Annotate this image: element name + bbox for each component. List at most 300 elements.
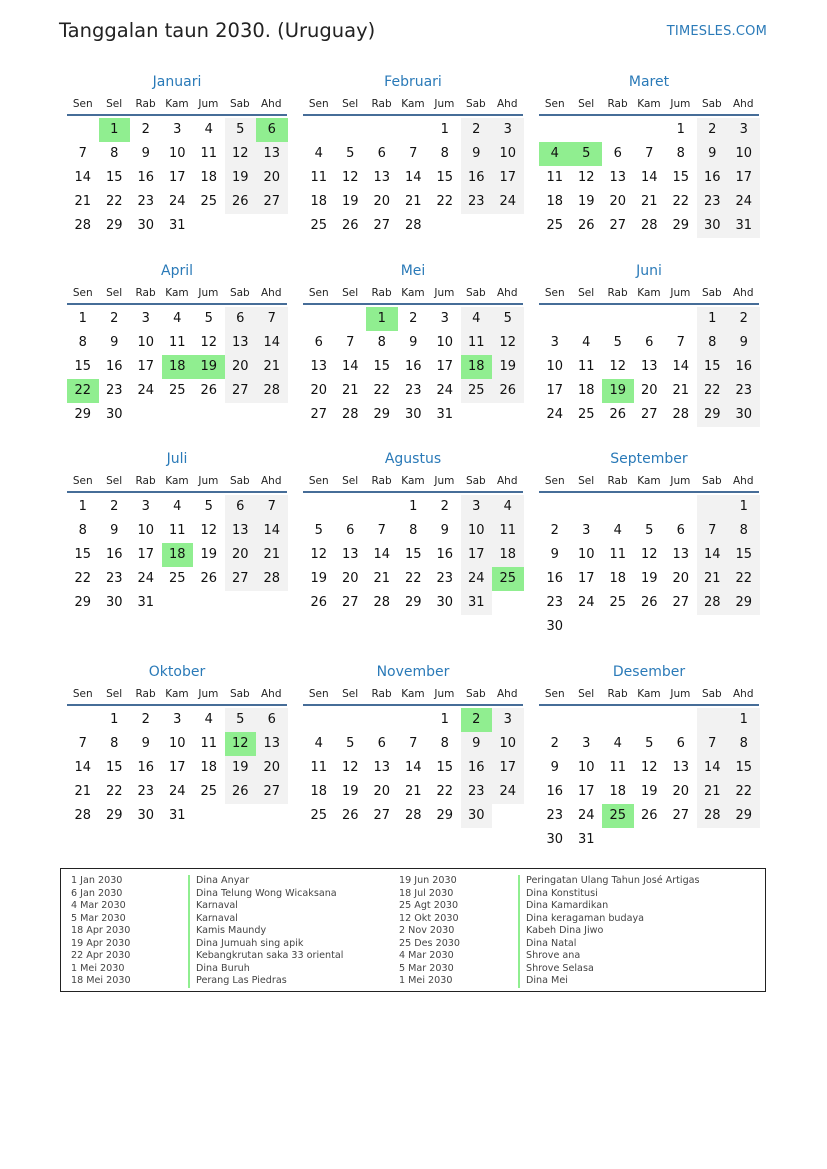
day-cell: 22 <box>728 567 760 591</box>
empty-cell <box>303 495 335 519</box>
day-cell: 23 <box>728 379 760 403</box>
legend-holiday-date: 1 Mei 2030 <box>71 962 125 974</box>
day-cell: 21 <box>404 194 422 209</box>
weekday-label: Sab <box>465 475 486 487</box>
day-cell: 27 <box>640 407 658 422</box>
day-cell: 8 <box>377 335 386 350</box>
day-cell: 15 <box>74 547 92 562</box>
day-cell: 28 <box>373 595 391 610</box>
day-cell: 30 <box>546 619 564 634</box>
day-cell: 11 <box>577 359 595 374</box>
weekday-label: Sen <box>72 98 93 110</box>
day-cell: 31 <box>461 591 493 615</box>
day-cell: 20 <box>640 383 658 398</box>
legend-holiday-date: 12 Okt 2030 <box>399 912 459 924</box>
day-cell: 23 <box>461 190 493 214</box>
day-cell: 28 <box>404 808 422 823</box>
weekday-label: Sen <box>308 688 329 700</box>
weekday-label: Sen <box>544 98 565 110</box>
weekday-label: Kam <box>637 287 661 299</box>
holiday-day-cell: 25 <box>492 567 524 591</box>
day-cell: 5 <box>645 523 654 538</box>
day-cell: 11 <box>609 760 627 775</box>
holiday-day-cell: 19 <box>193 355 225 379</box>
empty-cell <box>193 214 225 238</box>
day-cell: 5 <box>204 499 213 514</box>
day-cell: 5 <box>645 736 654 751</box>
weekday-label: Sab <box>229 688 250 700</box>
day-cell: 23 <box>546 595 564 610</box>
day-cell: 11 <box>200 736 218 751</box>
day-cell: 24 <box>492 780 524 804</box>
day-cell: 6 <box>225 495 257 519</box>
day-cell: 1 <box>676 122 685 137</box>
weekday-label: Jum <box>434 688 455 700</box>
day-cell: 20 <box>225 355 257 379</box>
day-cell: 20 <box>256 166 288 190</box>
day-cell: 24 <box>168 194 186 209</box>
day-cell: 10 <box>137 335 155 350</box>
weekday-label: Kam <box>401 98 425 110</box>
weekday-label: Rab <box>607 688 628 700</box>
day-cell: 12 <box>341 760 359 775</box>
month-juni <box>539 261 759 427</box>
day-cell: 17 <box>492 166 524 190</box>
day-cell: 13 <box>341 547 359 562</box>
empty-cell <box>366 495 398 519</box>
weekday-label: Jum <box>434 287 455 299</box>
day-cell: 4 <box>461 307 493 331</box>
day-cell: 22 <box>436 194 454 209</box>
legend-holiday-date: 4 Mar 2030 <box>71 900 126 911</box>
day-cell: 16 <box>461 756 493 780</box>
holiday-day-cell: 19 <box>602 379 634 403</box>
day-cell: 28 <box>74 218 92 233</box>
empty-cell <box>335 307 367 331</box>
day-cell: 6 <box>377 736 386 751</box>
day-cell: 8 <box>110 146 119 161</box>
day-cell: 18 <box>310 194 328 209</box>
day-cell: 16 <box>137 760 155 775</box>
weekday-label: Ahd <box>496 98 518 110</box>
empty-cell <box>492 804 524 828</box>
day-cell: 31 <box>137 595 155 610</box>
day-cell: 7 <box>377 523 386 538</box>
legend-holiday-name: Dina Kamardikan <box>518 900 700 913</box>
month-name: Januari <box>152 74 202 90</box>
day-cell: 13 <box>640 359 658 374</box>
day-cell: 12 <box>341 170 359 185</box>
day-cell: 22 <box>672 194 690 209</box>
day-cell: 16 <box>461 166 493 190</box>
day-cell: 30 <box>436 595 454 610</box>
holiday-day-cell: 18 <box>162 543 194 567</box>
day-cell: 22 <box>105 194 123 209</box>
day-cell: 17 <box>168 170 186 185</box>
month-juli <box>67 449 287 615</box>
day-cell: 10 <box>168 146 186 161</box>
weekday-label: Ahd <box>260 688 282 700</box>
empty-cell <box>225 804 257 828</box>
weekday-label: Jum <box>670 688 691 700</box>
day-cell: 8 <box>440 146 449 161</box>
day-cell: 3 <box>173 712 182 727</box>
day-cell: 24 <box>137 571 155 586</box>
day-cell: 23 <box>461 780 493 804</box>
day-cell: 8 <box>110 736 119 751</box>
day-cell: 17 <box>577 784 595 799</box>
day-cell: 17 <box>137 547 155 562</box>
empty-cell <box>130 403 162 427</box>
day-cell: 21 <box>373 571 391 586</box>
day-cell: 18 <box>546 194 564 209</box>
weekday-label: Kam <box>165 475 189 487</box>
day-cell: 23 <box>404 383 422 398</box>
day-cell: 4 <box>204 712 213 727</box>
legend-holiday-date: 19 Jun 2030 <box>399 875 457 886</box>
legend-holiday-date: 18 Jul 2030 <box>399 887 454 899</box>
empty-cell <box>225 403 257 427</box>
day-cell: 30 <box>105 595 123 610</box>
day-cell: 3 <box>582 523 591 538</box>
weekday-label: Jum <box>198 287 219 299</box>
weekday-label: Rab <box>607 475 628 487</box>
legend-holiday-date: 1 Mei 2030 <box>399 975 453 986</box>
legend-holiday-name: Dina Telung Wong Wicaksana <box>188 888 343 901</box>
day-cell: 4 <box>204 122 213 137</box>
day-cell: 10 <box>492 142 524 166</box>
day-cell: 15 <box>373 359 391 374</box>
weekday-label: Rab <box>135 287 156 299</box>
day-cell: 21 <box>256 355 288 379</box>
day-cell: 11 <box>310 170 328 185</box>
month-name: November <box>376 664 450 680</box>
day-cell: 4 <box>613 736 622 751</box>
weekday-label: Sel <box>342 688 359 700</box>
legend-holiday-name: Kamis Maundy <box>188 925 343 938</box>
legend-holiday-date: 6 Jan 2030 <box>71 887 123 899</box>
day-cell: 11 <box>168 523 186 538</box>
weekday-label: Ahd <box>260 287 282 299</box>
legend-holiday-date: 18 Mei 2030 <box>71 975 131 986</box>
day-cell: 8 <box>78 335 87 350</box>
day-cell: 10 <box>492 732 524 756</box>
empty-cell <box>697 615 729 639</box>
weekday-label: Kam <box>401 688 425 700</box>
weekday-label: Rab <box>135 475 156 487</box>
day-cell: 25 <box>577 407 595 422</box>
day-grid <box>67 495 288 615</box>
day-cell: 26 <box>200 383 218 398</box>
legend-holiday-date: 18 Apr 2030 <box>71 925 131 936</box>
day-grid <box>539 495 760 639</box>
weekday-label: Kam <box>401 475 425 487</box>
day-cell: 10 <box>461 519 493 543</box>
empty-cell <box>634 615 666 639</box>
day-cell: 27 <box>672 595 690 610</box>
day-cell: 17 <box>546 383 564 398</box>
day-cell: 26 <box>577 218 595 233</box>
legend-holiday-date: 5 Mar 2030 <box>71 912 126 924</box>
weekday-label: Sel <box>106 475 123 487</box>
day-cell: 11 <box>200 146 218 161</box>
day-cell: 29 <box>436 808 454 823</box>
day-cell: 22 <box>436 784 454 799</box>
legend-holiday-name: Dina Buruh <box>188 963 343 976</box>
day-cell: 25 <box>200 194 218 209</box>
month-name: Agustus <box>384 451 442 467</box>
day-cell: 3 <box>492 118 524 142</box>
legend-holiday-date: 2 Nov 2030 <box>399 925 455 936</box>
day-cell: 4 <box>314 146 323 161</box>
day-cell: 3 <box>440 311 449 326</box>
day-cell: 27 <box>672 808 690 823</box>
weekday-header <box>303 285 523 305</box>
day-cell: 24 <box>168 784 186 799</box>
day-cell: 31 <box>577 832 595 847</box>
weekday-label: Sen <box>544 475 565 487</box>
day-cell: 22 <box>74 571 92 586</box>
day-cell: 27 <box>310 407 328 422</box>
day-cell: 20 <box>373 194 391 209</box>
day-cell: 31 <box>728 214 760 238</box>
day-cell: 1 <box>78 311 87 326</box>
day-cell: 7 <box>256 307 288 331</box>
empty-cell <box>303 708 335 732</box>
day-cell: 14 <box>256 519 288 543</box>
day-cell: 20 <box>609 194 627 209</box>
day-cell: 15 <box>74 359 92 374</box>
day-cell: 7 <box>697 519 729 543</box>
empty-cell <box>366 708 398 732</box>
day-cell: 26 <box>492 379 524 403</box>
weekday-label: Jum <box>670 287 691 299</box>
legend-holiday-date: 22 Apr 2030 <box>71 950 131 961</box>
day-cell: 21 <box>256 543 288 567</box>
day-cell: 18 <box>609 784 627 799</box>
empty-cell <box>697 495 729 519</box>
day-cell: 1 <box>728 495 760 519</box>
holiday-day-cell: 22 <box>67 379 99 403</box>
empty-cell <box>728 615 760 639</box>
day-cell: 27 <box>225 379 257 403</box>
empty-cell <box>571 615 603 639</box>
empty-cell <box>634 708 666 732</box>
weekday-header <box>303 473 523 493</box>
day-cell: 7 <box>256 495 288 519</box>
holiday-day-cell: 25 <box>602 804 634 828</box>
holiday-day-cell: 1 <box>366 307 398 331</box>
weekday-header <box>67 285 287 305</box>
day-cell: 15 <box>728 543 760 567</box>
holiday-day-cell: 18 <box>162 355 194 379</box>
empty-cell <box>225 591 257 615</box>
weekday-label: Sab <box>465 688 486 700</box>
weekday-label: Sab <box>229 98 250 110</box>
day-cell: 19 <box>341 194 359 209</box>
day-cell: 6 <box>314 335 323 350</box>
day-cell: 2 <box>110 499 119 514</box>
legend-holiday-name: Dina Jumuah sing apik <box>188 938 343 951</box>
day-cell: 10 <box>577 547 595 562</box>
day-cell: 11 <box>168 335 186 350</box>
day-cell: 3 <box>728 118 760 142</box>
weekday-header <box>67 473 287 493</box>
weekday-label: Kam <box>401 287 425 299</box>
day-cell: 13 <box>310 359 328 374</box>
day-cell: 28 <box>256 567 288 591</box>
month-name: Mei <box>400 263 426 279</box>
weekday-label: Ahd <box>496 475 518 487</box>
day-cell: 16 <box>436 547 454 562</box>
day-cell: 28 <box>672 407 690 422</box>
day-cell: 27 <box>256 780 288 804</box>
day-cell: 28 <box>256 379 288 403</box>
day-cell: 1 <box>440 712 449 727</box>
day-cell: 13 <box>373 760 391 775</box>
weekday-label: Kam <box>637 98 661 110</box>
site-brand-link[interactable]: TIMESLES.COM <box>666 24 767 39</box>
day-cell: 27 <box>373 808 391 823</box>
empty-cell <box>697 708 729 732</box>
empty-cell <box>665 307 697 331</box>
day-cell: 24 <box>728 190 760 214</box>
day-cell: 30 <box>105 407 123 422</box>
day-cell: 14 <box>74 760 92 775</box>
day-cell: 27 <box>225 567 257 591</box>
day-cell: 17 <box>461 543 493 567</box>
weekday-label: Sel <box>578 98 595 110</box>
day-cell: 20 <box>341 571 359 586</box>
day-cell: 22 <box>373 383 391 398</box>
day-cell: 13 <box>672 547 690 562</box>
weekday-label: Sab <box>465 287 486 299</box>
day-cell: 5 <box>346 146 355 161</box>
day-grid <box>67 708 288 828</box>
weekday-header <box>303 96 523 116</box>
day-cell: 30 <box>546 832 564 847</box>
day-cell: 20 <box>672 571 690 586</box>
weekday-label: Sel <box>578 475 595 487</box>
empty-cell <box>398 708 430 732</box>
empty-cell <box>67 708 99 732</box>
day-cell: 23 <box>137 784 155 799</box>
weekday-label: Kam <box>637 688 661 700</box>
day-cell: 8 <box>728 519 760 543</box>
weekday-label: Jum <box>198 475 219 487</box>
day-grid <box>539 307 760 427</box>
empty-cell <box>67 118 99 142</box>
day-cell: 26 <box>225 780 257 804</box>
day-cell: 16 <box>404 359 422 374</box>
legend-holiday-date: 4 Mar 2030 <box>399 950 454 961</box>
day-cell: 8 <box>78 523 87 538</box>
month-desember <box>539 662 759 852</box>
empty-cell <box>461 403 493 427</box>
month-mei <box>303 261 523 427</box>
weekday-label: Sen <box>72 475 93 487</box>
weekday-label: Sab <box>465 98 486 110</box>
legend-holiday-name: Kabeh Dina Jiwo <box>518 925 700 938</box>
day-cell: 3 <box>141 311 150 326</box>
day-cell: 30 <box>404 407 422 422</box>
day-cell: 24 <box>577 808 595 823</box>
day-cell: 4 <box>613 523 622 538</box>
month-agustus <box>303 449 523 615</box>
day-cell: 2 <box>141 122 150 137</box>
day-cell: 8 <box>697 331 729 355</box>
day-cell: 28 <box>697 591 729 615</box>
weekday-label: Jum <box>670 475 691 487</box>
weekday-label: Sab <box>229 475 250 487</box>
day-cell: 4 <box>173 311 182 326</box>
holiday-legend <box>60 868 766 992</box>
holiday-day-cell: 18 <box>461 355 493 379</box>
day-cell: 21 <box>404 784 422 799</box>
day-cell: 13 <box>672 760 690 775</box>
legend-holiday-date: 1 Jan 2030 <box>71 875 123 886</box>
empty-cell <box>571 495 603 519</box>
weekday-label: Rab <box>607 287 628 299</box>
empty-cell <box>571 307 603 331</box>
day-cell: 8 <box>728 732 760 756</box>
day-cell: 16 <box>546 784 564 799</box>
day-cell: 19 <box>640 571 658 586</box>
day-cell: 12 <box>609 359 627 374</box>
day-cell: 6 <box>377 146 386 161</box>
day-cell: 29 <box>74 595 92 610</box>
day-cell: 22 <box>404 571 422 586</box>
day-cell: 11 <box>310 760 328 775</box>
weekday-label: Rab <box>371 688 392 700</box>
day-cell: 14 <box>74 170 92 185</box>
day-cell: 2 <box>461 118 493 142</box>
day-cell: 22 <box>105 784 123 799</box>
day-cell: 29 <box>728 591 760 615</box>
weekday-header <box>303 686 523 706</box>
day-cell: 11 <box>609 547 627 562</box>
weekday-label: Rab <box>371 287 392 299</box>
day-cell: 1 <box>78 499 87 514</box>
day-cell: 14 <box>640 170 658 185</box>
weekday-label: Ahd <box>732 287 754 299</box>
day-cell: 9 <box>697 142 729 166</box>
day-grid <box>303 118 524 238</box>
month-januari <box>67 72 287 238</box>
day-cell: 26 <box>640 808 658 823</box>
day-cell: 12 <box>492 331 524 355</box>
weekday-label: Jum <box>198 98 219 110</box>
day-cell: 13 <box>256 732 288 756</box>
day-cell: 25 <box>168 383 186 398</box>
weekday-label: Kam <box>637 475 661 487</box>
day-cell: 31 <box>436 407 454 422</box>
day-cell: 25 <box>200 784 218 799</box>
empty-cell <box>256 214 288 238</box>
day-cell: 24 <box>461 567 493 591</box>
empty-cell <box>665 615 697 639</box>
day-cell: 2 <box>110 311 119 326</box>
legend-holiday-name: Dina Mei <box>518 975 700 988</box>
day-grid <box>303 708 524 828</box>
day-cell: 16 <box>546 571 564 586</box>
day-cell: 6 <box>645 335 654 350</box>
weekday-label: Rab <box>371 98 392 110</box>
weekday-label: Ahd <box>496 287 518 299</box>
day-cell: 16 <box>728 355 760 379</box>
weekday-header <box>539 686 759 706</box>
day-cell: 18 <box>310 784 328 799</box>
